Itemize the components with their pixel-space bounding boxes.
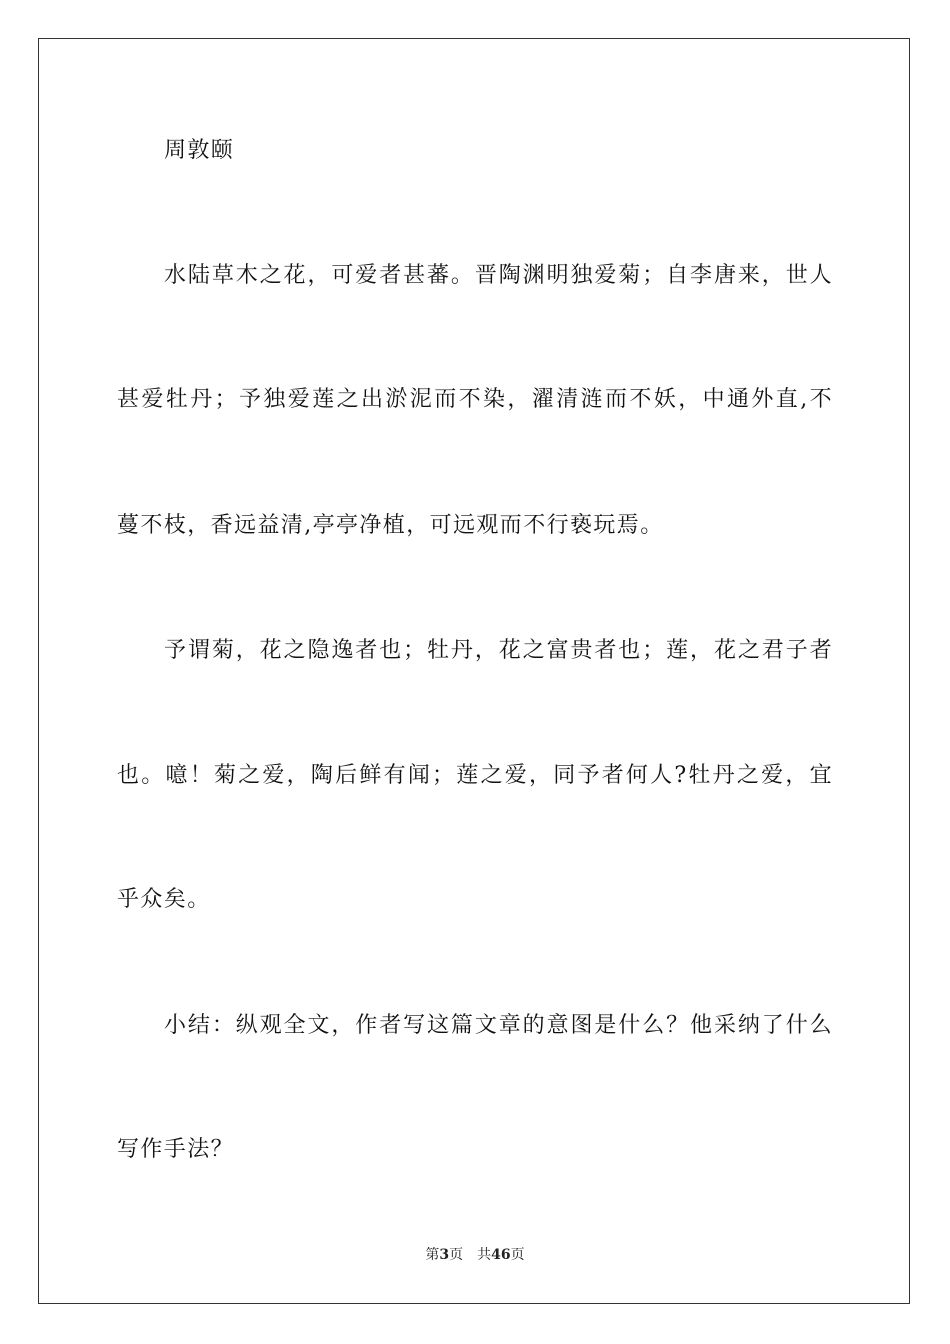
paragraph-1-line-2: 甚爱牡丹；予独爱莲之出淤泥而不染，濯清涟而不妖，中通外直,不 <box>117 387 833 412</box>
paragraph-2-line-2: 也。噫！菊之爱，陶后鲜有闻；莲之爱，同予者何人?牡丹之爱，宜 <box>117 763 834 788</box>
paragraph-2-line-3: 乎众矣。 <box>117 887 211 912</box>
total-prefix: 共 <box>477 1247 492 1263</box>
page-current: 3 <box>439 1247 450 1263</box>
paragraph-1-line-3: 蔓不枝，香远益清,亭亭净植，可远观而不行亵玩焉。 <box>117 513 664 538</box>
author-line: 周敦颐 <box>164 138 235 163</box>
total-suffix: 页 <box>510 1247 525 1263</box>
page-footer <box>0 1245 950 1265</box>
paragraph-1-line-1: 水陆草木之花，可爱者甚蕃。晋陶渊明独爱菊；自李唐来，世人 <box>164 263 833 288</box>
paragraph-2-line-1: 予谓菊，花之隐逸者也；牡丹，花之富贵者也；莲，花之君子者 <box>164 638 833 663</box>
page-total: 46 <box>491 1247 511 1263</box>
page-border <box>38 38 910 1304</box>
page-suffix: 页 <box>449 1247 464 1263</box>
summary-line-2: 写作手法？ <box>117 1137 235 1162</box>
page-prefix: 第 <box>425 1247 440 1263</box>
summary-line-1: 小结：纵观全文，作者写这篇文章的意图是什么？他采纳了什么 <box>164 1013 833 1038</box>
